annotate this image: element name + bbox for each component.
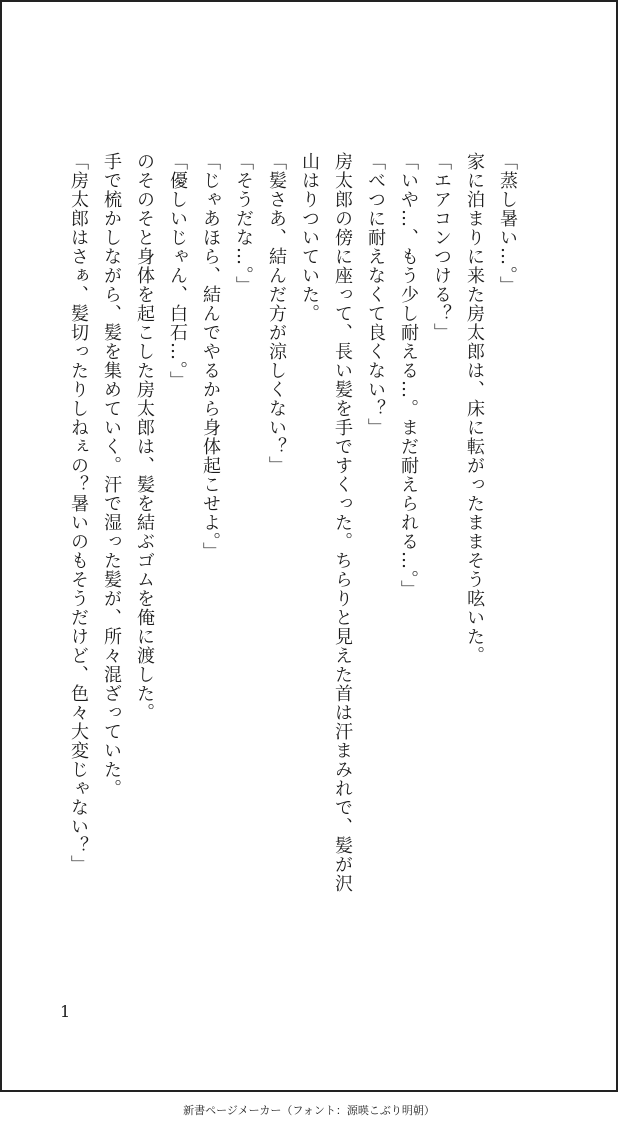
text-line: 「いや…、もう少し耐える…。まだ耐えられる…。」 (398, 152, 419, 599)
text-line: 「そうだな…。」 (233, 152, 254, 295)
text-line: のそのそと身体を起こした房太郎は、髪を結ぶゴムを俺に渡した。 (134, 152, 155, 722)
vertical-text-block (62, 152, 524, 932)
text-line: 「髪さあ、結んだ方が涼しくない？」 (266, 152, 287, 475)
text-line: 「じゃあほら、結んでやるから身体起こせよ。」 (200, 152, 221, 561)
page-number: 1 (60, 1002, 71, 1021)
text-line: 山はりついていた。 (299, 152, 320, 323)
text-line: 房太郎の傍に座って、長い髪を手ですくった。ちらりと見えた首は汗まみれで、髪が沢 (332, 152, 353, 893)
footer-credit: 新書ページメーカー（フォント：源暎こぶり明朝） (183, 1104, 435, 1117)
text-line: 「エアコンつける？」 (431, 152, 452, 342)
text-line: 「蒸し暑い…。」 (497, 152, 518, 295)
text-line: 「房太郎はさぁ、髪切ったりしねぇの？暑いのもそうだけど、色々大変じゃない？」 (68, 152, 89, 874)
text-line: 家に泊まりに来た房太郎は、床に転がったままそう呟いた。 (464, 152, 485, 665)
text-line: 「優しいじゃん、白石…。」 (167, 152, 188, 390)
text-line: 「べつに耐えなくて良くない？」 (365, 152, 386, 437)
text-line: 手で梳かしながら、髪を集めていく。汗で湿った髪が、所々混ざっていた。 (101, 152, 122, 798)
